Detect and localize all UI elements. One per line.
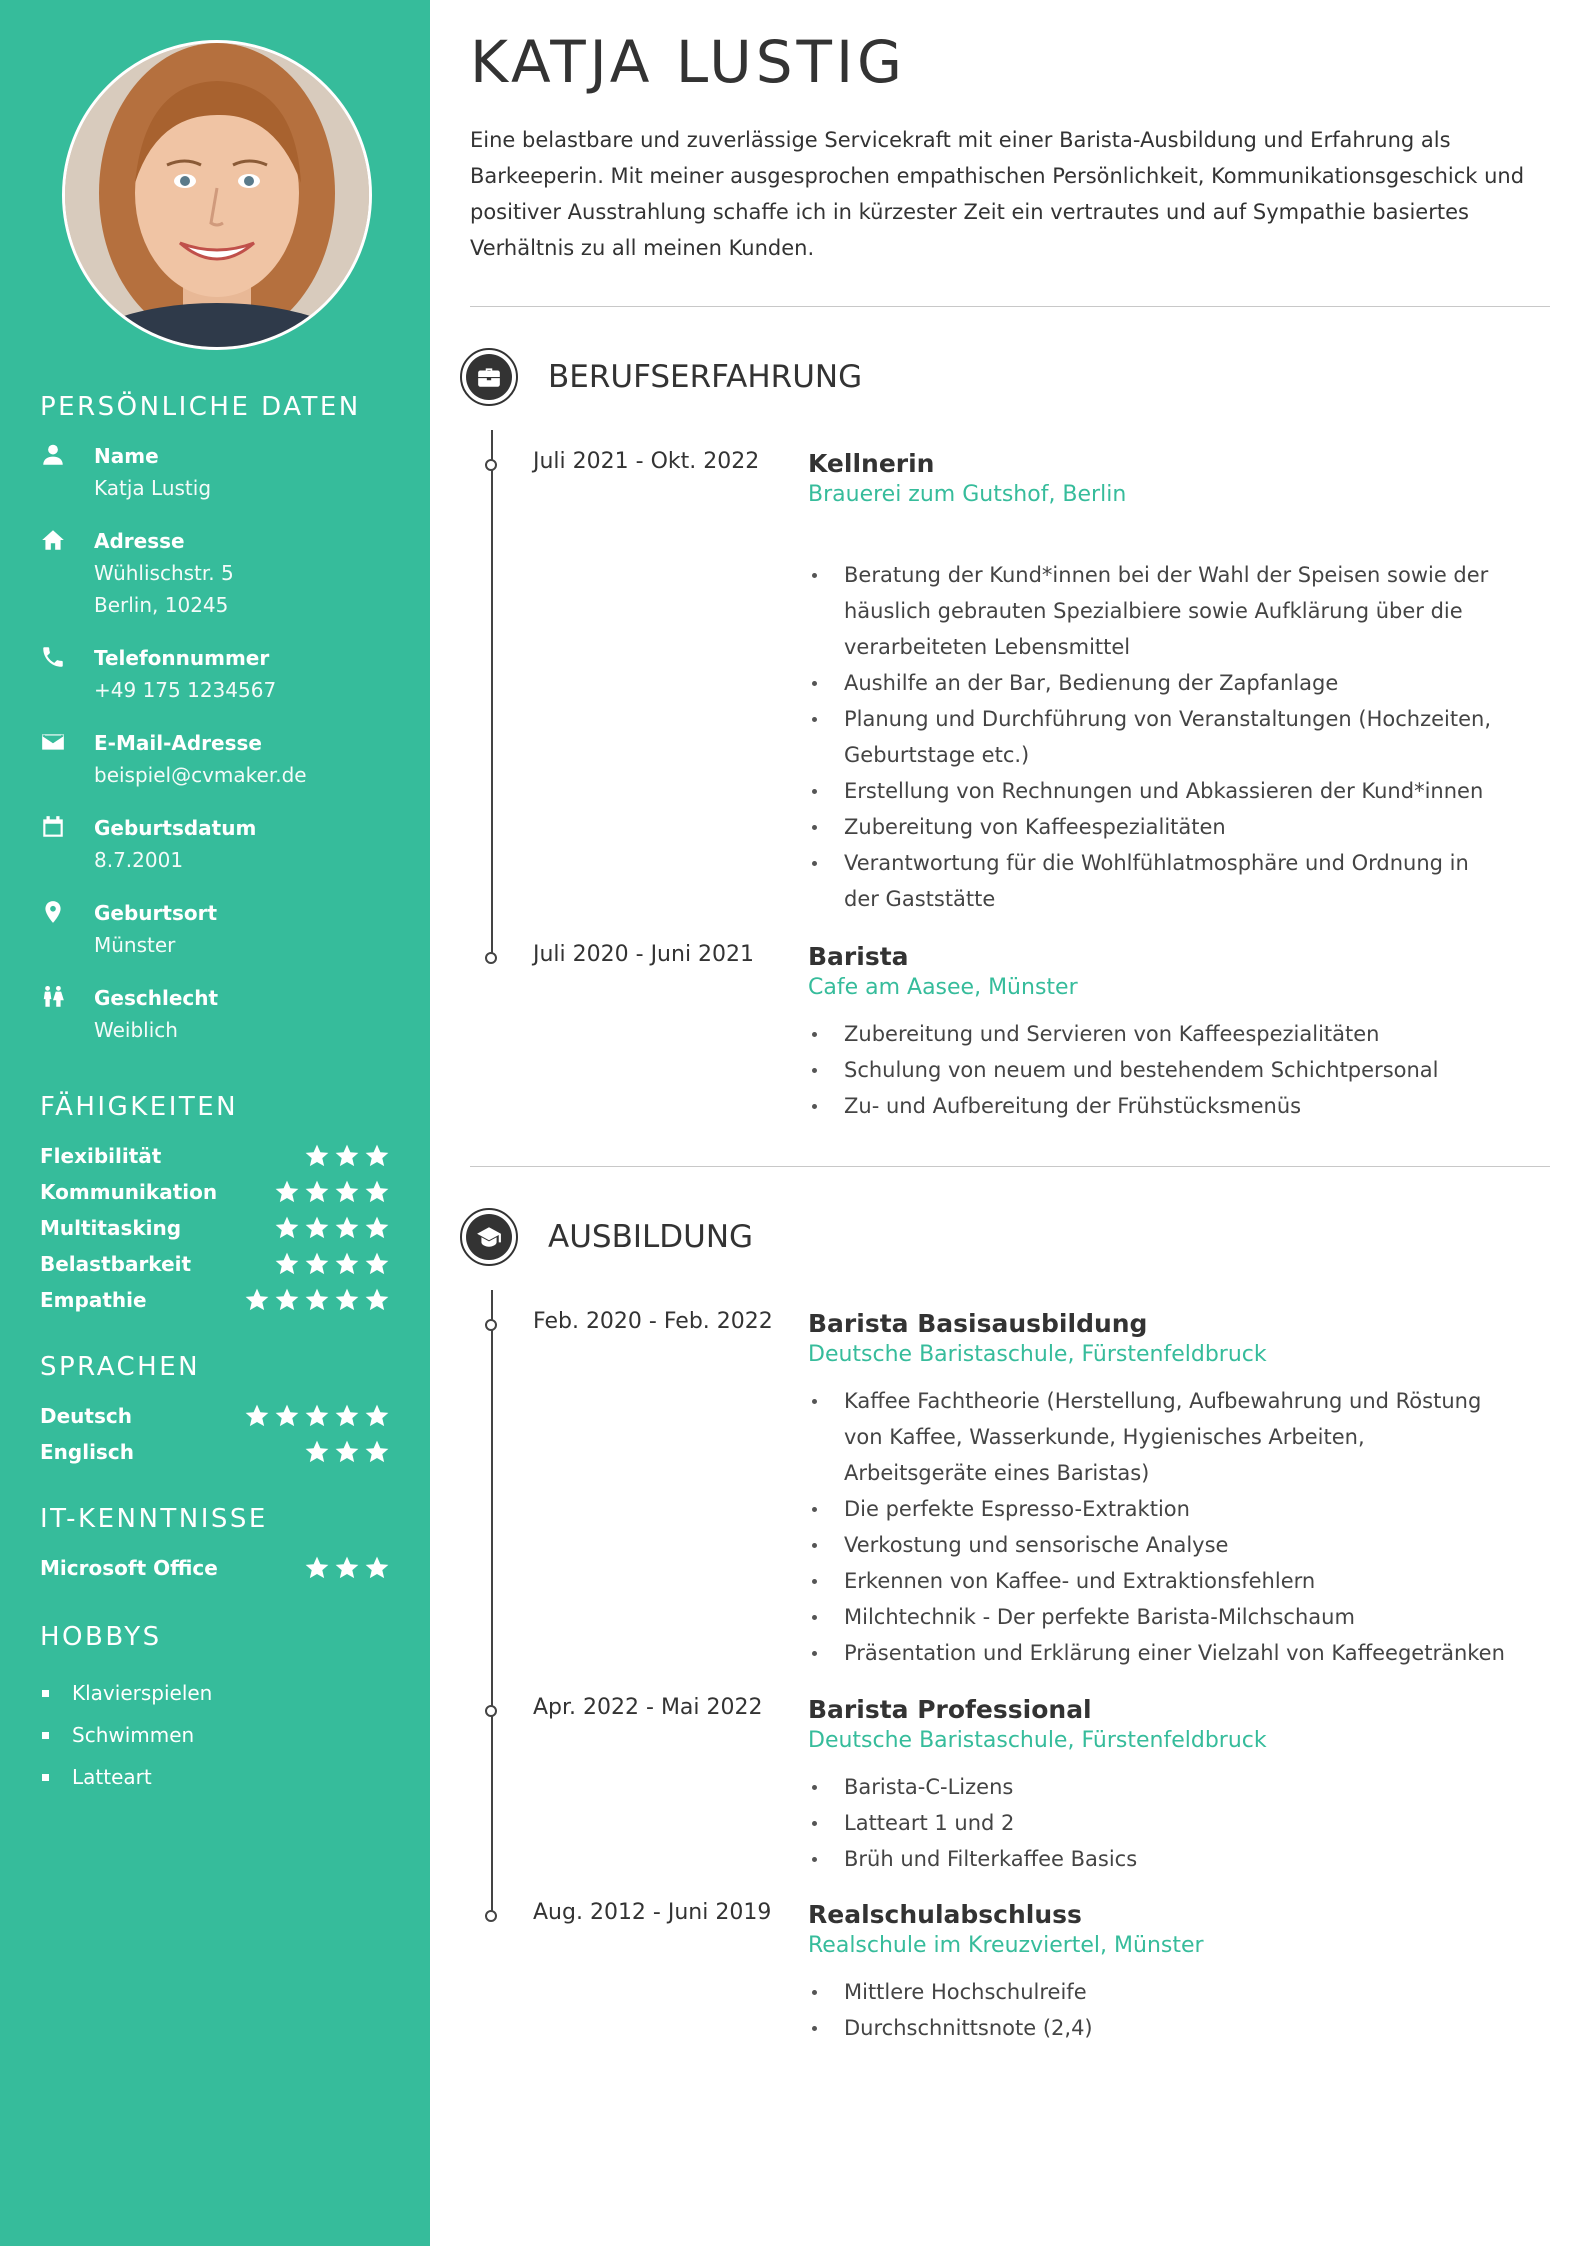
personal-value: Wühlischstr. 5	[94, 561, 234, 585]
skill-name: Multitasking	[40, 1216, 182, 1240]
personal-label: Geburtsort	[94, 901, 218, 925]
bullet-item: Brüh und Filterkaffee Basics	[808, 1841, 1508, 1877]
main-content	[430, 0, 1588, 2246]
skill-row	[40, 1174, 390, 1210]
personal-item-birthplace	[40, 897, 390, 961]
star-icon	[334, 1251, 360, 1277]
star-rating	[304, 1143, 390, 1169]
star-icon	[334, 1143, 360, 1169]
star-rating	[244, 1403, 390, 1429]
personal-label: Adresse	[94, 529, 185, 553]
hobby-name: Klavierspielen	[72, 1681, 213, 1705]
entry-title: Barista Basisausbildung	[808, 1309, 1148, 1338]
personal-value: beispiel@cvmaker.de	[94, 763, 307, 787]
person-icon	[40, 440, 94, 504]
star-icon	[304, 1179, 330, 1205]
languages-heading: SPRACHEN	[40, 1352, 201, 1382]
entry-organization: Cafe am Aasee, Münster	[808, 975, 1078, 1000]
bullet-item: Zubereitung und Servieren von Kaffeespezialitäten	[808, 1016, 1508, 1052]
bullet-item: Planung und Durchführung von Veranstaltungen (Hochzeiten, Geburtstage etc.)	[808, 701, 1508, 773]
bullet-item: Barista-C-Lizens	[808, 1769, 1508, 1805]
education-timeline-line	[491, 1290, 493, 1920]
star-icon	[274, 1287, 300, 1313]
star-icon	[334, 1555, 360, 1581]
star-icon	[304, 1143, 330, 1169]
education-heading: AUSBILDUNG	[548, 1219, 754, 1255]
timeline-dot	[485, 459, 497, 471]
language-name: Englisch	[40, 1440, 134, 1464]
entry-title: Barista Professional	[808, 1695, 1092, 1724]
skill-row	[40, 1246, 390, 1282]
location-pin-icon	[40, 897, 94, 961]
star-icon	[274, 1215, 300, 1241]
entry-date: Juli 2020 - Juni 2021	[533, 942, 755, 967]
calendar-icon	[40, 812, 94, 876]
star-icon	[334, 1287, 360, 1313]
bullet-item: Kaffee Fachtheorie (Herstellung, Aufbewahrung und Röstung von Kaffee, Wasserkunde, Hygienisches Arbeiten, Arbeitsgeräte eines Baristas)	[808, 1383, 1508, 1491]
bullet-item: Mittlere Hochschulreife	[808, 1974, 1508, 2010]
entry-organization: Deutsche Baristaschule, Fürstenfeldbruck	[808, 1342, 1267, 1367]
portrait-image	[65, 43, 369, 347]
star-icon	[334, 1179, 360, 1205]
star-icon	[364, 1403, 390, 1429]
hobby-item	[40, 1672, 390, 1714]
personal-item-gender	[40, 982, 390, 1046]
personal-item-address	[40, 525, 390, 621]
entry-date: Aug. 2012 - Juni 2019	[533, 1900, 772, 1925]
timeline-dot	[485, 1910, 497, 1922]
entry-date: Feb. 2020 - Feb. 2022	[533, 1309, 773, 1334]
timeline-dot	[485, 952, 497, 964]
hobby-item	[40, 1714, 390, 1756]
personal-value-line2: Berlin, 10245	[94, 593, 229, 617]
entry-bullets	[808, 1383, 1508, 1671]
star-icon	[364, 1287, 390, 1313]
star-rating	[274, 1251, 390, 1277]
bullet-item: Durchschnittsnote (2,4)	[808, 2010, 1508, 2046]
it-skills-list	[40, 1550, 390, 1586]
star-icon	[274, 1179, 300, 1205]
star-icon	[364, 1179, 390, 1205]
bullet-item: Schulung von neuem und bestehendem Schichtpersonal	[808, 1052, 1508, 1088]
personal-label: E-Mail-Adresse	[94, 731, 262, 755]
entry-organization: Deutsche Baristaschule, Fürstenfeldbruck	[808, 1728, 1267, 1753]
personal-item-email	[40, 727, 390, 791]
bullet-item: Verkostung und sensorische Analyse	[808, 1527, 1508, 1563]
divider	[470, 1166, 1550, 1167]
it-skill-row	[40, 1550, 390, 1586]
education-section-header	[460, 1208, 753, 1266]
personal-label: Geschlecht	[94, 986, 219, 1010]
profile-summary: Eine belastbare und zuverlässige Servicekraft mit einer Barista-Ausbildung und Erfahrung als Barkeeperin. Mit meiner ausgesprochen empathischen Persönlichkeit, Kommunikationsgeschick und positiver Ausstrahlung schaffe ich in kürzester Zeit ein vertrautes und auf Sympathie basiertes Verhältnis zu all meinen Kunden.	[470, 128, 1525, 260]
star-rating	[274, 1215, 390, 1241]
skill-name: Belastbarkeit	[40, 1252, 192, 1276]
experience-timeline-line	[491, 430, 493, 960]
entry-date: Juli 2021 - Okt. 2022	[533, 449, 760, 474]
star-icon	[244, 1403, 270, 1429]
personal-item-phone	[40, 642, 390, 706]
star-icon	[364, 1215, 390, 1241]
star-icon	[334, 1215, 360, 1241]
candidate-name: KATJA LUSTIG	[470, 28, 906, 96]
entry-title: Kellnerin	[808, 449, 935, 478]
entry-title: Realschulabschluss	[808, 1900, 1082, 1929]
personal-data-heading: PERSÖNLICHE DATEN	[40, 392, 361, 422]
personal-value: +49 175 1234567	[94, 678, 277, 702]
bullet-icon	[42, 1690, 49, 1697]
entry-bullets	[808, 1769, 1508, 1877]
star-icon	[274, 1403, 300, 1429]
personal-value: 8.7.2001	[94, 848, 184, 872]
skills-heading: FÄHIGKEITEN	[40, 1092, 239, 1122]
entry-organization: Realschule im Kreuzviertel, Münster	[808, 1933, 1204, 1958]
personal-value: Weiblich	[94, 1018, 178, 1042]
personal-value: Katja Lustig	[94, 476, 212, 500]
star-icon	[304, 1215, 330, 1241]
personal-item-name	[40, 440, 390, 504]
graduation-cap-icon	[460, 1208, 518, 1266]
bullet-item: Präsentation und Erklärung einer Vielzahl von Kaffeegetränken	[808, 1635, 1508, 1671]
bullet-item: Milchtechnik - Der perfekte Barista-Milchschaum	[808, 1599, 1508, 1635]
gender-icon	[40, 982, 94, 1046]
sidebar	[0, 0, 430, 2246]
skill-row	[40, 1138, 390, 1174]
hobby-item	[40, 1756, 390, 1798]
star-icon	[244, 1287, 270, 1313]
hobbies-heading: HOBBYS	[40, 1622, 162, 1652]
personal-label: Telefonnummer	[94, 646, 270, 670]
entry-bullets	[808, 1016, 1508, 1124]
bullet-item: Zubereitung von Kaffeespezialitäten	[808, 809, 1508, 845]
star-icon	[304, 1439, 330, 1465]
entry-date: Apr. 2022 - Mai 2022	[533, 1695, 763, 1720]
skill-name: Flexibilität	[40, 1144, 162, 1168]
skills-list	[40, 1138, 390, 1318]
star-rating	[274, 1179, 390, 1205]
hobby-name: Latteart	[72, 1765, 152, 1789]
timeline-dot	[485, 1705, 497, 1717]
experience-section-header	[460, 348, 862, 406]
bullet-icon	[42, 1732, 49, 1739]
star-icon	[334, 1403, 360, 1429]
star-rating	[304, 1555, 390, 1581]
skill-name: Kommunikation	[40, 1180, 218, 1204]
entry-bullets	[808, 1974, 1508, 2046]
language-row	[40, 1434, 390, 1470]
personal-data-list	[40, 440, 390, 1046]
phone-icon	[40, 642, 94, 706]
bullet-icon	[42, 1774, 49, 1781]
profile-photo-frame	[62, 40, 372, 350]
bullet-item: Aushilfe an der Bar, Bedienung der Zapfanlage	[808, 665, 1508, 701]
skill-name: Empathie	[40, 1288, 147, 1312]
personal-label: Name	[94, 444, 159, 468]
entry-title: Barista	[808, 942, 909, 971]
profile-photo	[62, 40, 372, 350]
star-icon	[364, 1143, 390, 1169]
bullet-item: Beratung der Kund*innen bei der Wahl der Speisen sowie der häuslich gebrauten Spezialbiere sowie Aufklärung über die verarbeiteten Lebensmittel	[808, 557, 1508, 665]
star-icon	[274, 1251, 300, 1277]
star-icon	[304, 1403, 330, 1429]
bullet-item: Latteart 1 und 2	[808, 1805, 1508, 1841]
it-skill-name: Microsoft Office	[40, 1556, 218, 1580]
skill-row	[40, 1282, 390, 1318]
divider	[470, 306, 1550, 307]
star-rating	[244, 1287, 390, 1313]
mail-icon	[40, 727, 94, 791]
briefcase-icon	[460, 348, 518, 406]
star-icon	[304, 1251, 330, 1277]
personal-label: Geburtsdatum	[94, 816, 257, 840]
star-icon	[304, 1287, 330, 1313]
personal-item-birthdate	[40, 812, 390, 876]
hobby-name: Schwimmen	[72, 1723, 195, 1747]
star-icon	[364, 1251, 390, 1277]
timeline-dot	[485, 1319, 497, 1331]
star-icon	[304, 1555, 330, 1581]
star-icon	[364, 1555, 390, 1581]
entry-organization: Brauerei zum Gutshof, Berlin	[808, 482, 1127, 507]
experience-heading: BERUFSERFAHRUNG	[548, 359, 863, 395]
personal-value: Münster	[94, 933, 176, 957]
home-icon	[40, 525, 94, 621]
entry-bullets	[808, 557, 1508, 917]
bullet-item: Erkennen von Kaffee- und Extraktionsfehlern	[808, 1563, 1508, 1599]
languages-list	[40, 1398, 390, 1470]
star-icon	[364, 1439, 390, 1465]
skill-row	[40, 1210, 390, 1246]
language-row	[40, 1398, 390, 1434]
hobbies-list	[40, 1672, 390, 1798]
it-skills-heading: IT-KENNTNISSE	[40, 1504, 268, 1534]
bullet-item: Erstellung von Rechnungen und Abkassieren der Kund*innen	[808, 773, 1508, 809]
language-name: Deutsch	[40, 1404, 132, 1428]
bullet-item: Die perfekte Espresso-Extraktion	[808, 1491, 1508, 1527]
star-icon	[334, 1439, 360, 1465]
bullet-item: Zu- und Aufbereitung der Frühstücksmenüs	[808, 1088, 1508, 1124]
star-rating	[304, 1439, 390, 1465]
bullet-item: Verantwortung für die Wohlfühlatmosphäre und Ordnung in der Gaststätte	[808, 845, 1508, 917]
